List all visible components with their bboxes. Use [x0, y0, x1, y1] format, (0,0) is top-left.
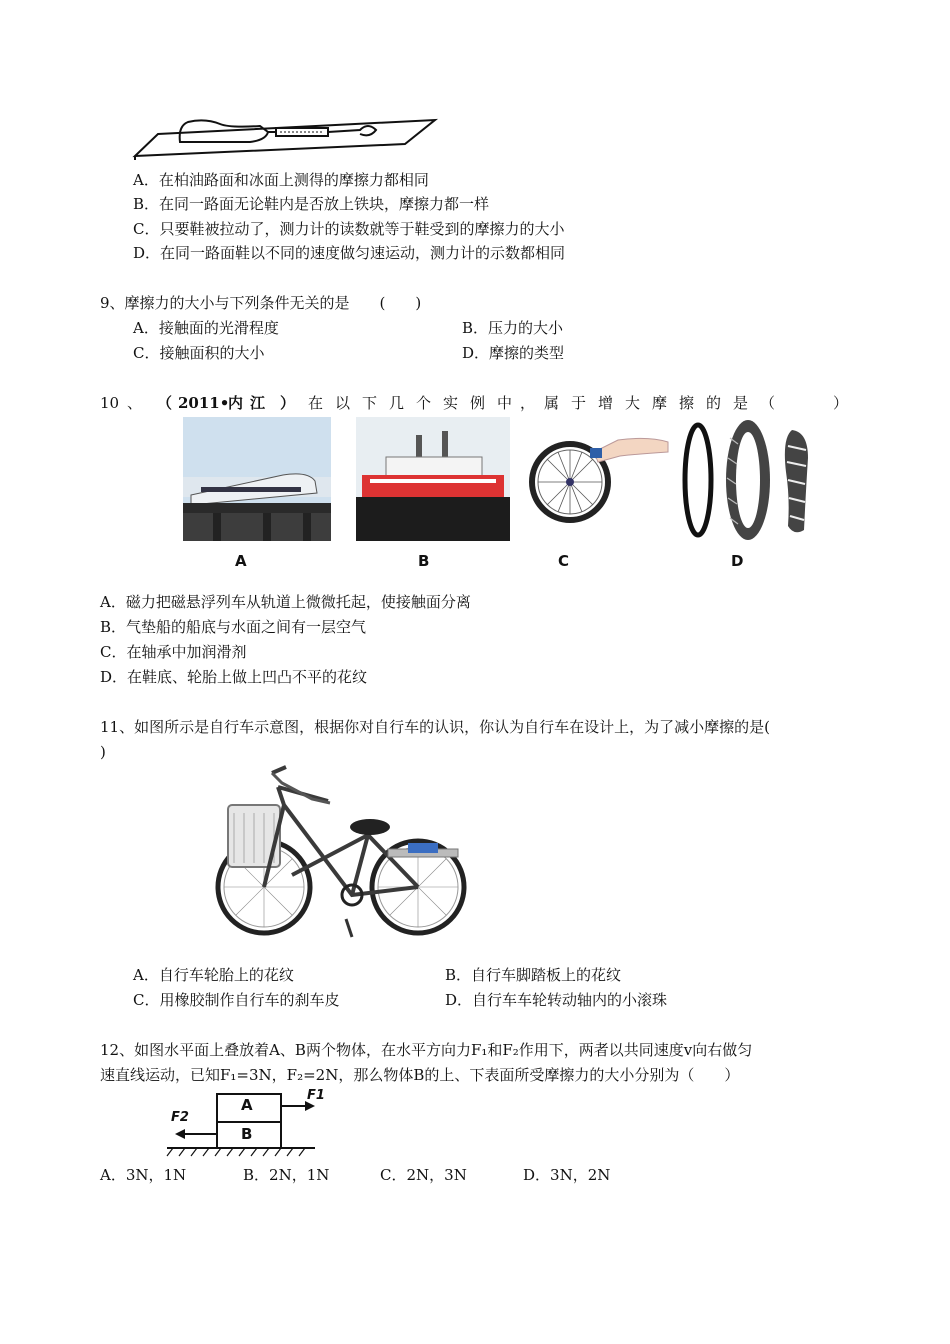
q10-stem-part: 几 — [389, 394, 405, 412]
q10-stem — [100, 393, 849, 413]
bicycle-wheel-image — [528, 418, 670, 542]
q9-stem: 9、摩擦力的大小与下列条件无关的是 ( ) — [100, 294, 422, 312]
q10-option-a: A．磁力把磁悬浮列车从轨道上微微托起，使接触面分离 — [100, 593, 471, 611]
q10-stem-part: 2011• — [178, 394, 230, 412]
q10-stem-part: 下 — [362, 394, 378, 412]
q9-option-c: C．接触面积的大小 — [133, 344, 265, 362]
q8-option-b: B．在同一路面无论鞋内是否放上铁块，摩擦力都一样 — [133, 195, 490, 213]
shoe-friction-figure — [130, 112, 440, 162]
q12-option-c: C．2N，3N — [380, 1166, 467, 1184]
maglev-train-image — [183, 417, 331, 541]
q10-stem-part: 实 — [443, 394, 459, 412]
q11-option-c: C．用橡胶制作自行车的刹车皮 — [133, 991, 340, 1009]
q9-option-d: D．摩擦的类型 — [462, 344, 565, 362]
q10-stem-part: 增 — [598, 394, 614, 412]
q10-option-c: C．在轴承中加润滑剂 — [100, 643, 247, 661]
q10-stem-part: 个 — [416, 394, 432, 412]
q10-option-b: B．气垫船的船底与水面之间有一层空气 — [100, 618, 367, 636]
q11-option-b: B．自行车脚踏板上的花纹 — [445, 966, 622, 984]
q12-option-d: D．3N，2N — [523, 1166, 611, 1184]
q12-option-b: B．2N，1N — [243, 1166, 330, 1184]
q8-option-a: A．在柏油路面和冰面上测得的摩擦力都相同 — [133, 171, 429, 189]
q10-stem-part: 于 — [571, 394, 587, 412]
tire-and-shoe-sole-image — [680, 418, 815, 542]
block-b-label: B — [241, 1125, 253, 1143]
q11-option-d: D．自行车车轮转动轴内的小滚珠 — [445, 991, 668, 1009]
q12-option-a: A．3N，1N — [100, 1166, 187, 1184]
block-a-label: A — [241, 1096, 253, 1114]
q10-stem-part: 10 — [100, 394, 120, 412]
q10-stem-part: ） — [833, 394, 849, 412]
q10-stem-part: （ — [157, 394, 173, 412]
q8-option-d: D．在同一路面鞋以不同的速度做匀速运动，测力计的示数都相同 — [133, 244, 566, 262]
bicycle-image — [212, 765, 477, 945]
q10-stem-part: 内 — [228, 394, 244, 412]
q10-stem-part: 的 — [706, 394, 722, 412]
q10-stem-part: 江 — [250, 394, 266, 412]
q12-stem-line1: 12、如图水平面上叠放着A、B两个物体，在水平方向力F₁和F₂作用下，两者以共同速度v向右做匀 — [100, 1041, 753, 1059]
q9-option-a: A．接触面的光滑程度 — [133, 319, 279, 337]
q10-stem-part: ） — [280, 394, 296, 412]
hovercraft-image — [356, 417, 510, 541]
q10-stem-part: 例 — [470, 394, 486, 412]
stacked-blocks-figure — [165, 1088, 325, 1160]
q10-figure-label-d: D — [731, 552, 744, 570]
q11-stem-line1: 11、如图所示是自行车示意图，根据你对自行车的认识，你认为自行车在设计上，为了减小摩擦的是( — [100, 718, 770, 736]
q8-option-c: C．只要鞋被拉动了，测力计的读数就等于鞋受到的摩擦力的大小 — [133, 220, 565, 238]
q11-option-a: A．自行车轮胎上的花纹 — [133, 966, 294, 984]
force-f1-label: F1 — [307, 1088, 325, 1103]
q10-figure-label-c: C — [558, 552, 570, 570]
q10-stem-part: ， — [520, 394, 536, 412]
q9-option-b: B．压力的大小 — [462, 319, 564, 337]
q10-stem-part: 擦 — [679, 394, 695, 412]
q10-figure-label-a: A — [235, 552, 247, 570]
q10-stem-part: （ — [760, 394, 776, 412]
q10-stem-part: 中 — [497, 394, 513, 412]
q10-stem-part: 、 — [127, 394, 143, 412]
q10-stem-part: 摩 — [652, 394, 668, 412]
q10-stem-part: 属 — [544, 394, 560, 412]
force-f2-label: F2 — [171, 1110, 189, 1125]
q10-stem-part: 大 — [625, 394, 641, 412]
q12-stem-line2: 速直线运动，已知F₁=3N，F₂=2N，那么物体B的上、下表面所受摩擦力的大小分别为（ ） — [100, 1066, 740, 1084]
q10-figure-label-b: B — [418, 552, 430, 570]
q10-option-d: D．在鞋底、轮胎上做上凹凸不平的花纹 — [100, 668, 368, 686]
q11-stem-line2: ) — [100, 743, 106, 761]
q10-stem-part: 以 — [335, 394, 351, 412]
q10-stem-part: 在 — [308, 394, 324, 412]
q10-stem-part: 是 — [733, 394, 749, 412]
